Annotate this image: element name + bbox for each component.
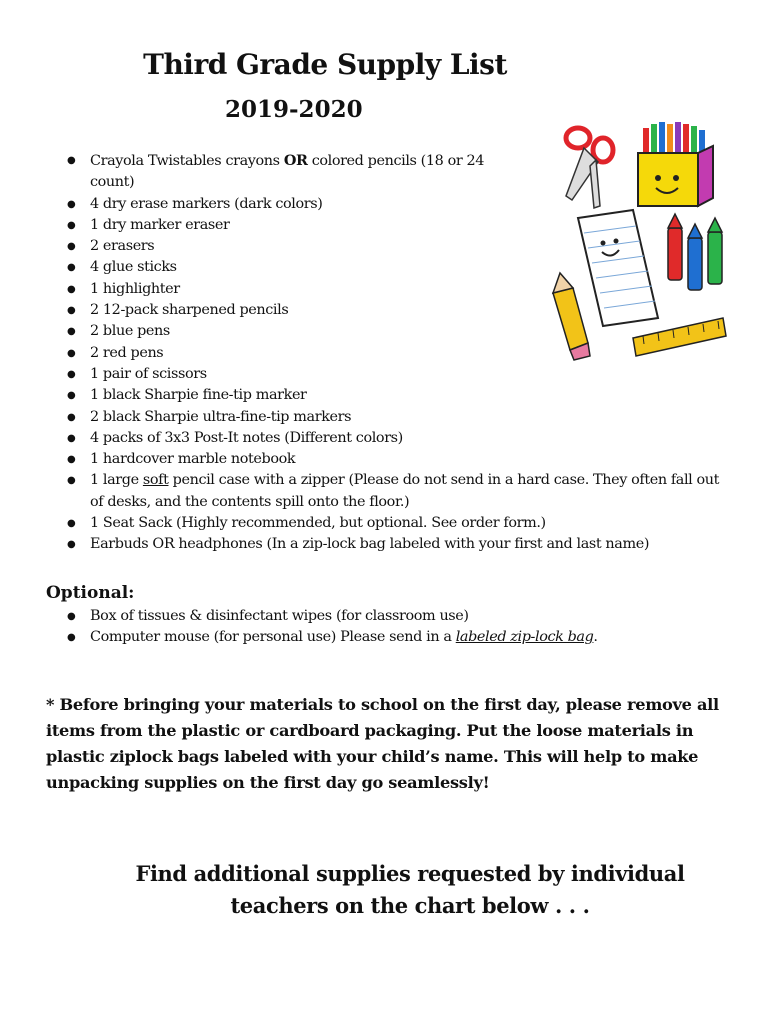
- list-item: ● 2 erasers: [62, 236, 722, 257]
- optional-list: [62, 606, 722, 649]
- closing-statement: Find additional supplies requested by individual teachers on the chart below . . .: [135, 861, 685, 918]
- list-item: ● 1 pair of scissors: [62, 364, 722, 385]
- list-item: ● 2 black Sharpie ultra-fine-tip markers: [62, 407, 722, 428]
- list-item: ● Earbuds OR headphones (In a zip-lock bag labeled with your first and last name): [62, 534, 722, 555]
- list-item: ● 1 Seat Sack (Highly recommended, but optional. See order form.): [62, 513, 722, 534]
- list-item: ● 1 dry marker eraser: [62, 215, 722, 236]
- list-item: ● 2 12-pack sharpened pencils: [62, 300, 722, 321]
- optional-heading: Optional:: [46, 583, 135, 603]
- supply-list: [62, 150, 722, 556]
- list-item: ● 1 highlighter: [62, 279, 722, 300]
- list-item: ● 1 black Sharpie fine-tip marker: [62, 385, 722, 406]
- list-item: ● 1 hardcover marble notebook: [62, 449, 722, 470]
- page-title: Third Grade Supply List: [143, 48, 507, 81]
- list-item: ● Box of tissues & disinfectant wipes (for classroom use): [62, 606, 722, 627]
- list-item: ● Crayola Twistables crayons OR colored pencils (18 or 24 count): [62, 150, 520, 194]
- packaging-note: * Before bringing your materials to school on the first day, please remove all items from the plastic or cardboard packaging. Put the loose materials in plastic ziplock bags labeled with your child’s name. This will help to make unpacking supplies on the first day go seamlessly!: [46, 695, 719, 792]
- list-item: ● 4 glue sticks: [62, 257, 722, 278]
- list-item: ● 2 blue pens: [62, 321, 722, 342]
- list-item: ● 2 red pens: [62, 343, 722, 364]
- list-item: ● Computer mouse (for personal use) Please send in a labeled zip-lock bag.: [62, 627, 722, 648]
- list-item: ● 4 packs of 3x3 Post-It notes (Different colors): [62, 428, 722, 449]
- list-item: ● 4 dry erase markers (dark colors): [62, 194, 722, 215]
- school-year: 2019-2020: [225, 96, 363, 123]
- list-item: ● 1 large soft pencil case with a zipper (Please do not send in a hard case. They often fall out of desks, and the contents spill onto the floor.): [62, 470, 722, 513]
